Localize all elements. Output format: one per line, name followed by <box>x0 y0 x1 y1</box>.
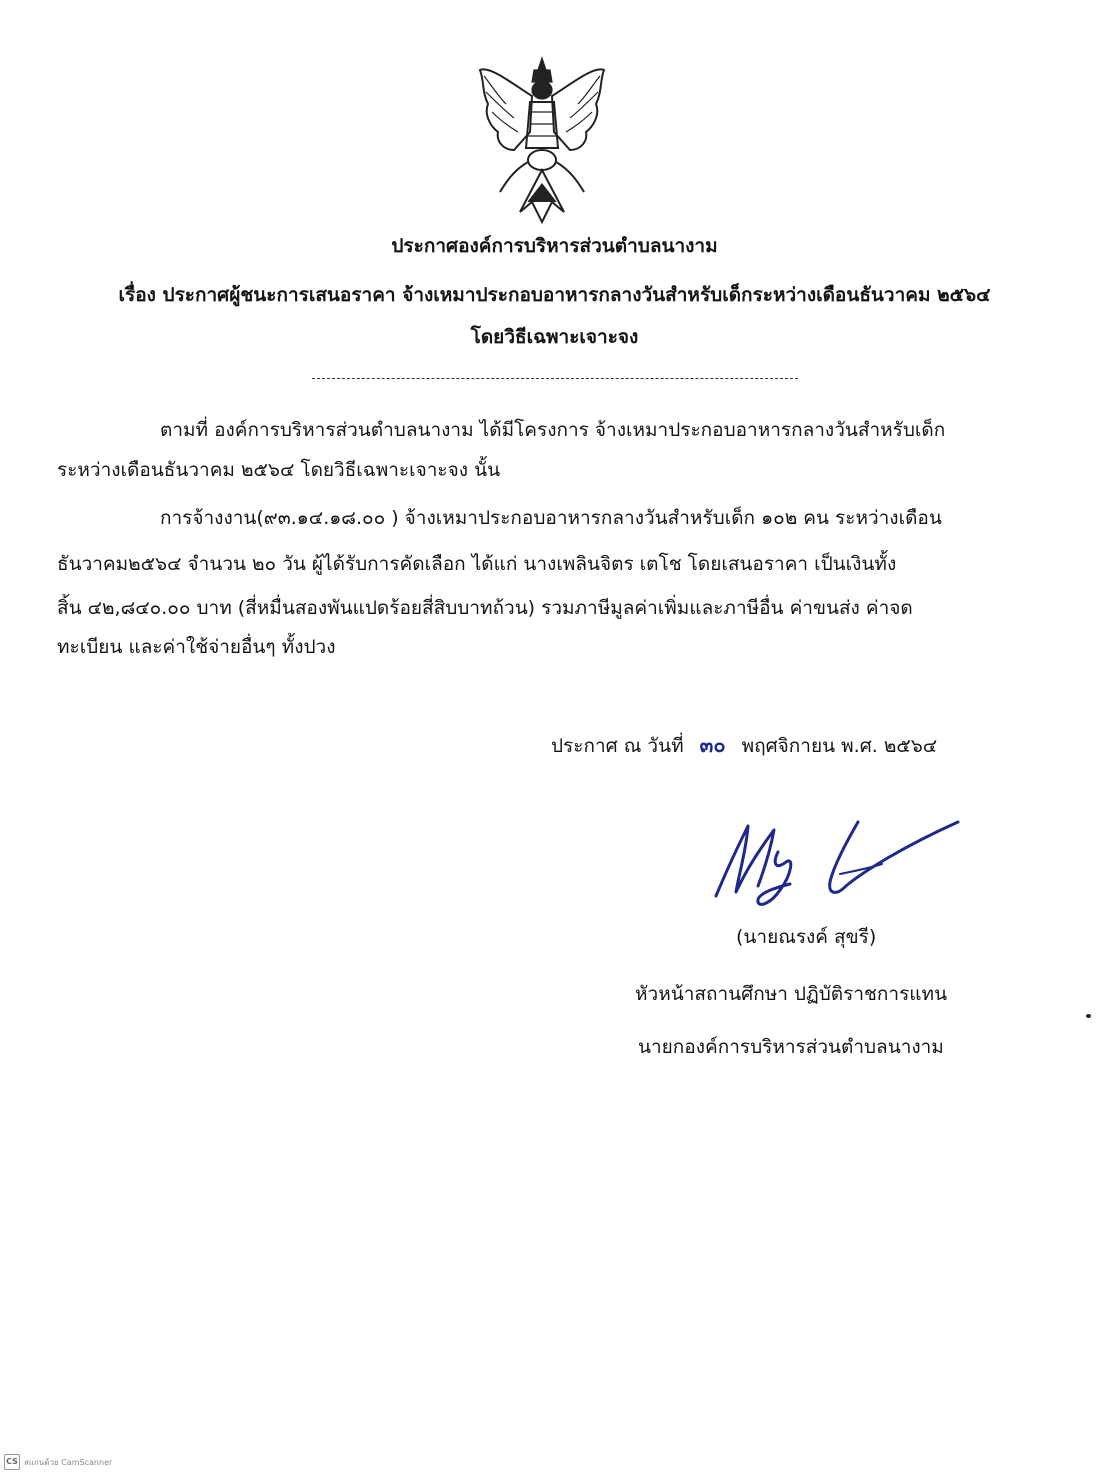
paragraph-2-line-2: ธันวาคม๒๕๖๔ จำนวน ๒๐ วัน ผู้ได้รับการคัดเลือก ได้แก่ นางเพลินจิตร เตโช โดยเสนอราคา เป็นเงินทั้ง <box>57 553 897 575</box>
garuda-emblem-icon <box>470 52 615 227</box>
procurement-method: โดยวิธีเฉพาะเจาะจง <box>470 326 639 348</box>
scanner-text: สแกนด้วย CamScanner <box>24 1457 113 1467</box>
scan-speck <box>1086 1014 1091 1018</box>
paragraph-1-line-2: ระหว่างเดือนธันวาคม ๒๕๖๔ โดยวิธีเฉพาะเจาะจง นั้น <box>57 459 501 481</box>
announcement-subject: เรื่อง ประกาศผู้ชนะการเสนอราคา จ้างเหมาประกอบอาหารกลางวันสำหรับเด็กระหว่างเดือนธันวาคม ๒๕๖๔ <box>118 284 991 306</box>
paragraph-2-line-4: ทะเบียน และค่าใช้จ่ายอื่นๆ ทั้งปวง <box>57 636 336 658</box>
paragraph-2-line-1: การจ้างงาน(๙๓.๑๔.๑๘.๐๐ ) จ้างเหมาประกอบอาหารกลางวันสำหรับเด็ก ๑๐๒ คน ระหว่างเดือน <box>160 507 942 529</box>
signatory-position-1: หัวหน้าสถานศึกษา ปฏิบัติราชการแทน <box>635 983 948 1005</box>
camscanner-icon: CS <box>4 1454 20 1470</box>
date-day: ๓๐ <box>699 733 726 757</box>
announcement-date <box>551 731 937 760</box>
signatory-name: (นายณรงค์ สุขรี) <box>736 926 877 948</box>
paragraph-1-line-1: ตามที่ องค์การบริหารส่วนตำบลนางาม ได้มีโครงการ จ้างเหมาประกอบอาหารกลางวันสำหรับเด็ก <box>160 419 946 441</box>
signature-icon <box>700 812 970 922</box>
announcement-title: ประกาศองค์การบริหารส่วนตำบลนางาม <box>391 235 718 257</box>
separator-line <box>312 378 798 379</box>
date-suffix: พฤศจิกายน พ.ศ. ๒๕๖๔ <box>741 735 938 757</box>
signatory-position-2: นายกองค์การบริหารส่วนตำบลนางาม <box>638 1036 944 1058</box>
paragraph-2-line-3: สิ้น ๔๒,๘๔๐.๐๐ บาท (สี่หมื่นสองพันแปดร้อยสี่สิบบาทถ้วน) รวมภาษีมูลค่าเพิ่มและภาษีอื่น ค่าขนส่ง ค่าจด <box>57 597 913 619</box>
scanner-watermark <box>4 1454 112 1470</box>
date-prefix: ประกาศ ณ วันที่ <box>551 735 684 757</box>
